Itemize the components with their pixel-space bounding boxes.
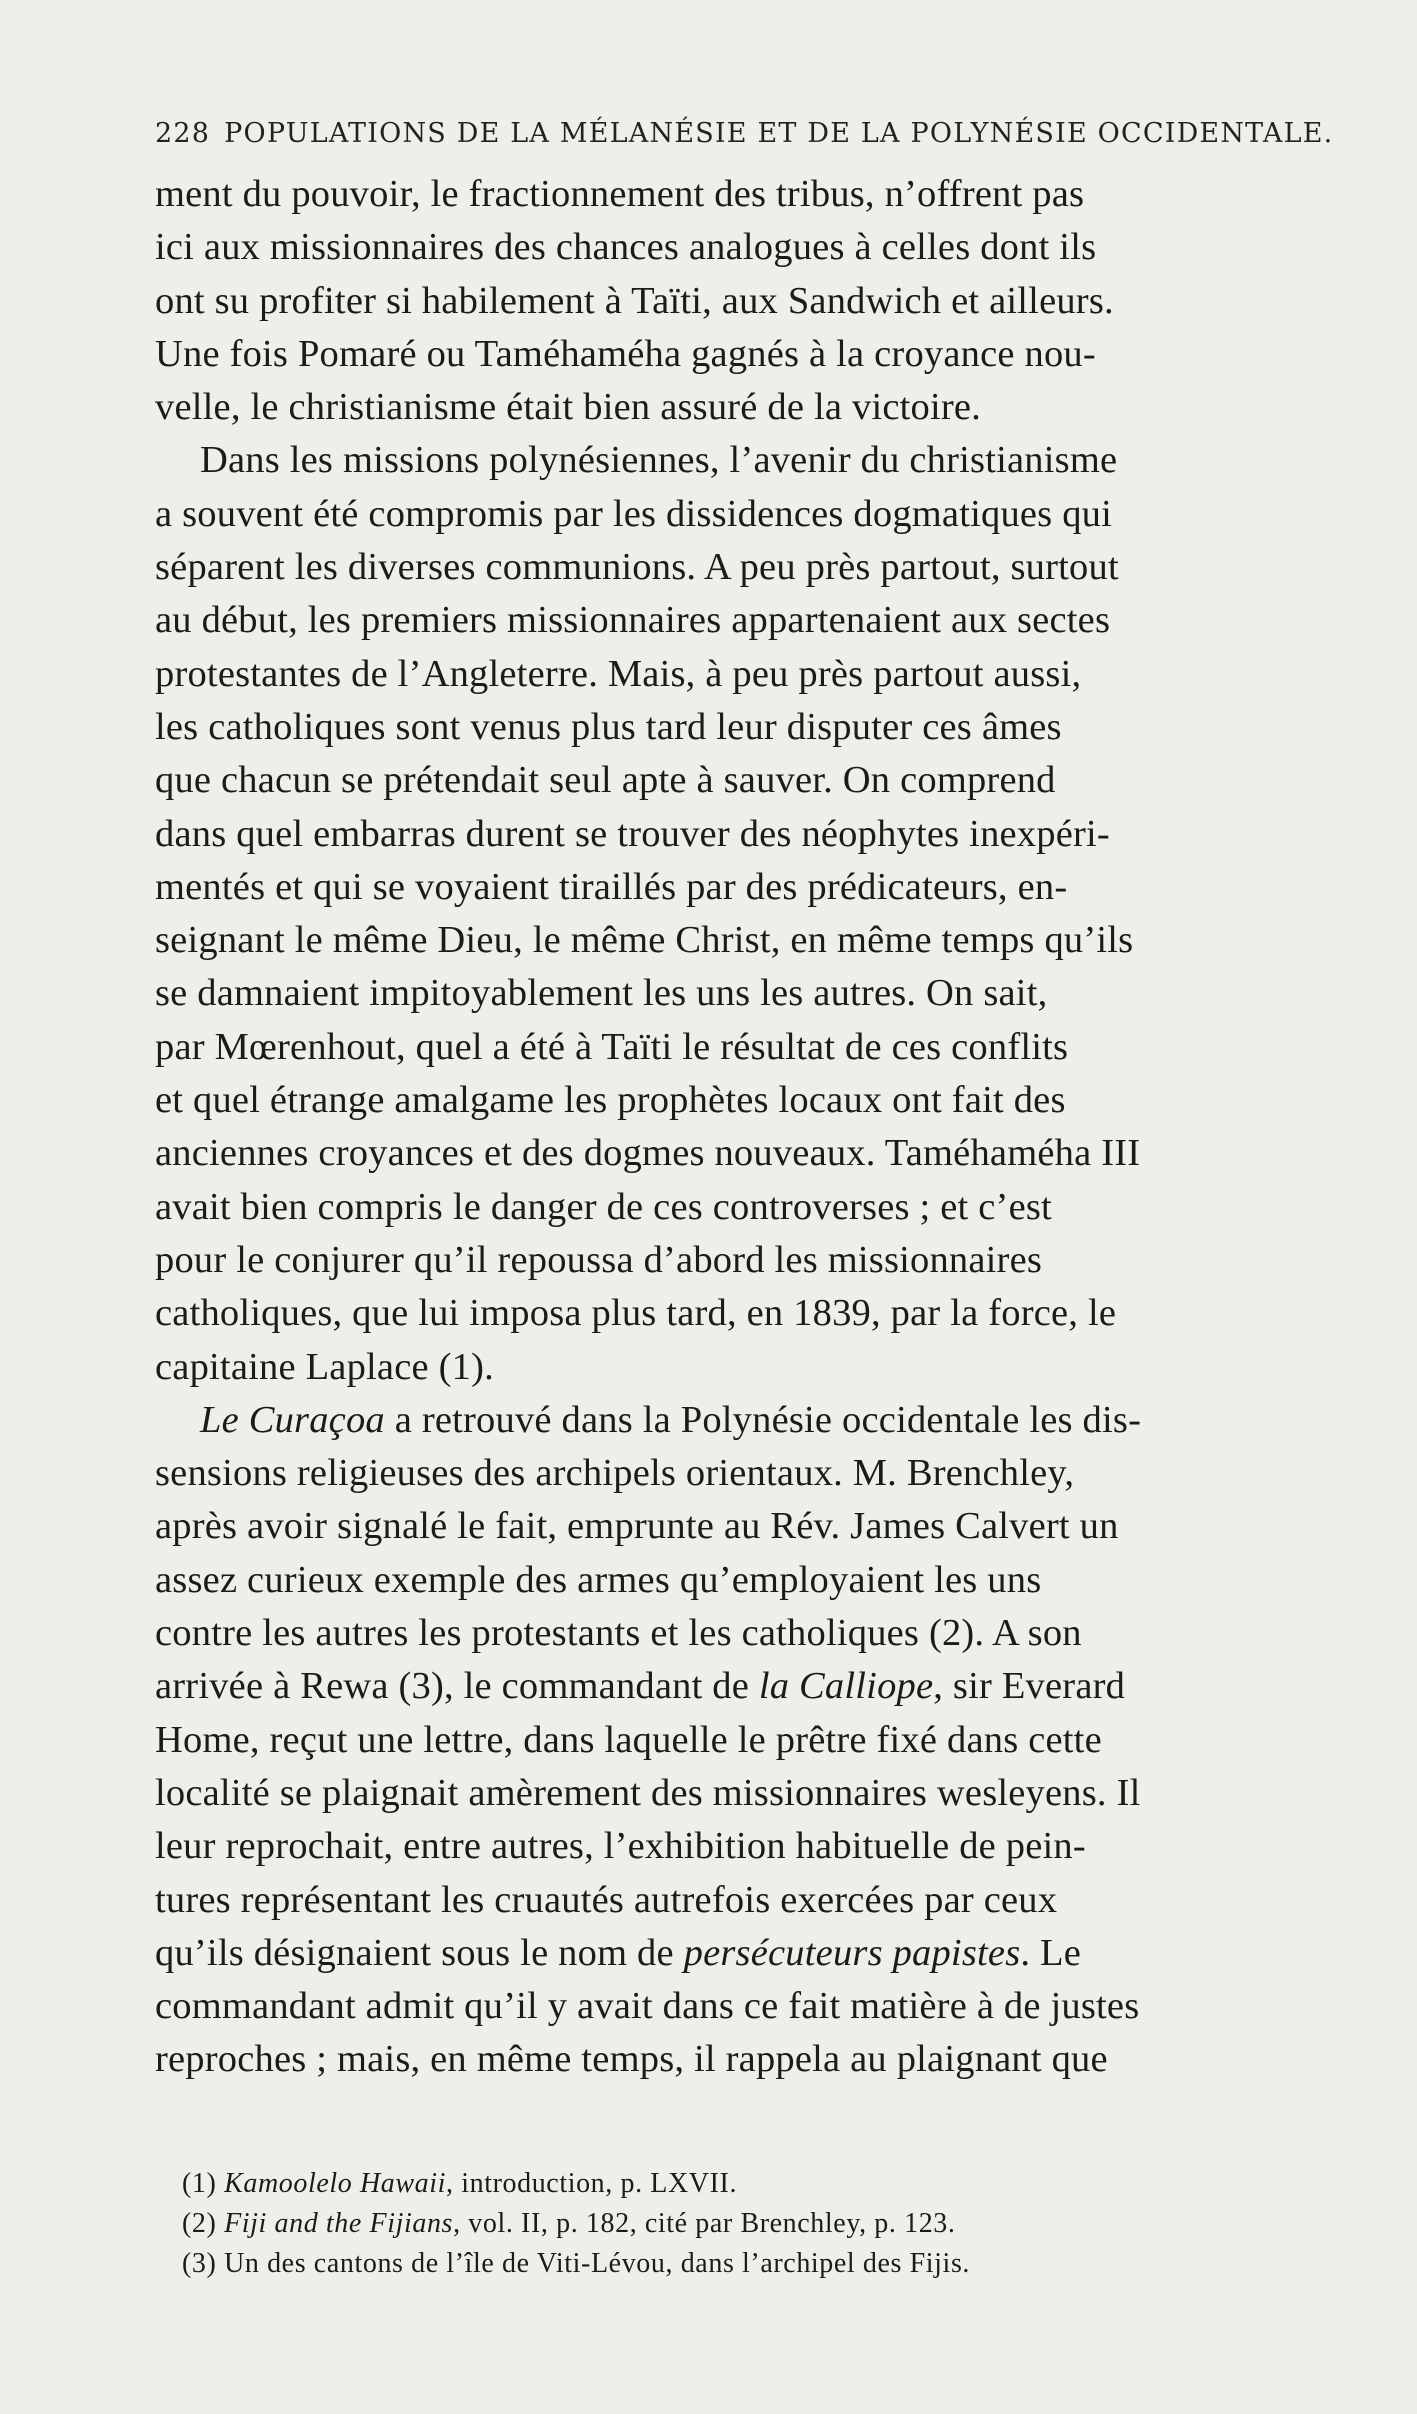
page-number: 228	[155, 118, 211, 149]
text-line: tures représentant les cruautés autrefois exercées par ceux	[155, 1878, 1058, 1921]
ship-name-calliope: la Calliope	[758, 1665, 934, 1708]
text-line: protestantes de l’Angleterre. Mais, à peu près partout aussi,	[155, 652, 1082, 695]
text-line: localité se plaignait amèrement des missionnaires wesleyens. Il	[155, 1771, 1141, 1814]
text-line: et quel étrange amalgame les prophètes locaux ont fait des	[155, 1079, 1066, 1122]
footnotes	[182, 2164, 1312, 2284]
footnote-marker: (3)	[182, 2248, 217, 2279]
text-line	[155, 1927, 1355, 1980]
text-line: assez curieux exemple des armes qu’employaient les uns	[155, 1558, 1042, 1601]
footnote-text: Un des cantons de l’île de Viti-Lévou, dans l’archipel des Fijis.	[224, 2248, 971, 2279]
text-run: , sir Everard	[933, 1665, 1126, 1708]
text-line: contre les autres les protestants et les catholiques (2). A son	[155, 1612, 1082, 1655]
text-line: leur reprochait, entre autres, l’exhibition habituelle de pein-	[155, 1825, 1086, 1868]
footnote	[182, 2244, 1312, 2284]
footnote	[182, 2204, 1312, 2244]
text-line: catholiques, que lui imposa plus tard, en 1839, par la force, le	[155, 1292, 1117, 1335]
footnote-marker: (1)	[182, 2168, 217, 2199]
body-text	[155, 168, 1355, 2087]
ship-name-curacoa: Le Curaçoa	[200, 1398, 385, 1441]
text-run: a retrouvé dans la Polynésie occidentale les dis-	[394, 1398, 1142, 1441]
text-line: ment du pouvoir, le fractionnement des tribus, n’offrent pas	[155, 173, 1085, 215]
text-line: sensions religieuses des archipels orientaux. M. Brenchley,	[155, 1452, 1075, 1495]
running-header	[155, 118, 1334, 149]
text-line: pour le conjurer qu’il repoussa d’abord les missionnaires	[155, 1238, 1043, 1281]
footnote-title: Kamoolelo Hawaii	[224, 2168, 447, 2199]
text-line: se damnaient impitoyablement les uns les autres. On sait,	[155, 972, 1048, 1015]
text-line: mentés et qui se voyaient tiraillés par des prédicateurs, en-	[155, 865, 1068, 908]
text-line: Home, reçut une lettre, dans laquelle le prêtre fixé dans cette	[155, 1718, 1102, 1761]
text-run: arrivée à Rewa (3), le commandant de	[155, 1665, 750, 1708]
text-line	[155, 1660, 1355, 1713]
text-line: que chacun se prétendait seul apte à sauver. On comprend	[155, 759, 1056, 802]
running-title: POPULATIONS DE LA MÉLANÉSIE ET DE LA POLYNÉSIE OCCIDENTALE.	[224, 118, 1334, 149]
text-line: Une fois Pomaré ou Taméhaméha gagnés à la croyance nou-	[155, 332, 1096, 375]
text-line: reproches ; mais, en même temps, il rappela au plaignant que	[155, 2038, 1108, 2081]
text-run: . Le	[1020, 1931, 1082, 1974]
text-line: seignant le même Dieu, le même Christ, en même temps qu’ils	[155, 919, 1134, 962]
text-line: au début, les premiers missionnaires appartenaient aux sectes	[155, 599, 1111, 642]
text-line: ont su profiter si habilement à Taïti, aux Sandwich et ailleurs.	[155, 279, 1114, 322]
text-line: velle, le christianisme était bien assuré de la victoire.	[155, 386, 982, 429]
footnote-marker: (2)	[182, 2208, 217, 2239]
footnote-title: Fiji and the Fijians	[224, 2208, 454, 2239]
text-line: après avoir signalé le fait, emprunte au Rév. James Calvert un	[155, 1505, 1119, 1548]
text-line: dans quel embarras durent se trouver des néophytes inexpéri-	[155, 812, 1110, 855]
paragraph-start-line	[155, 1394, 1355, 1447]
text-line: séparent les diverses communions. A peu près partout, surtout	[155, 546, 1119, 589]
footnote-text: , vol. II, p. 182, cité par Brenchley, p. 123.	[453, 2208, 956, 2239]
text-line: a souvent été compromis par les dissidences dogmatiques qui	[155, 492, 1112, 535]
text-line: les catholiques sont venus plus tard leur disputer ces âmes	[155, 705, 1062, 748]
text-line: par Mœrenhout, quel a été à Taïti le résultat de ces conflits	[155, 1025, 1069, 1068]
footnote	[182, 2164, 1312, 2204]
text-line: commandant admit qu’il y avait dans ce fait matière à de justes	[155, 1985, 1140, 2028]
text-run: qu’ils désignaient sous le nom de	[155, 1931, 674, 1974]
text-line: ici aux missionnaires des chances analogues à celles dont ils	[155, 226, 1097, 269]
emphasis-persecuteurs: persécuteurs papistes	[683, 1931, 1021, 1974]
text-line: anciennes croyances et des dogmes nouveaux. Taméhaméha III	[155, 1132, 1141, 1175]
paragraph-start-line: Dans les missions polynésiennes, l’avenir du christianisme	[200, 439, 1118, 482]
text-line: capitaine Laplace (1).	[155, 1345, 494, 1388]
text-line: avait bien compris le danger de ces controverses ; et c’est	[155, 1185, 1052, 1228]
footnote-text: , introduction, p. LXVII.	[446, 2168, 738, 2199]
